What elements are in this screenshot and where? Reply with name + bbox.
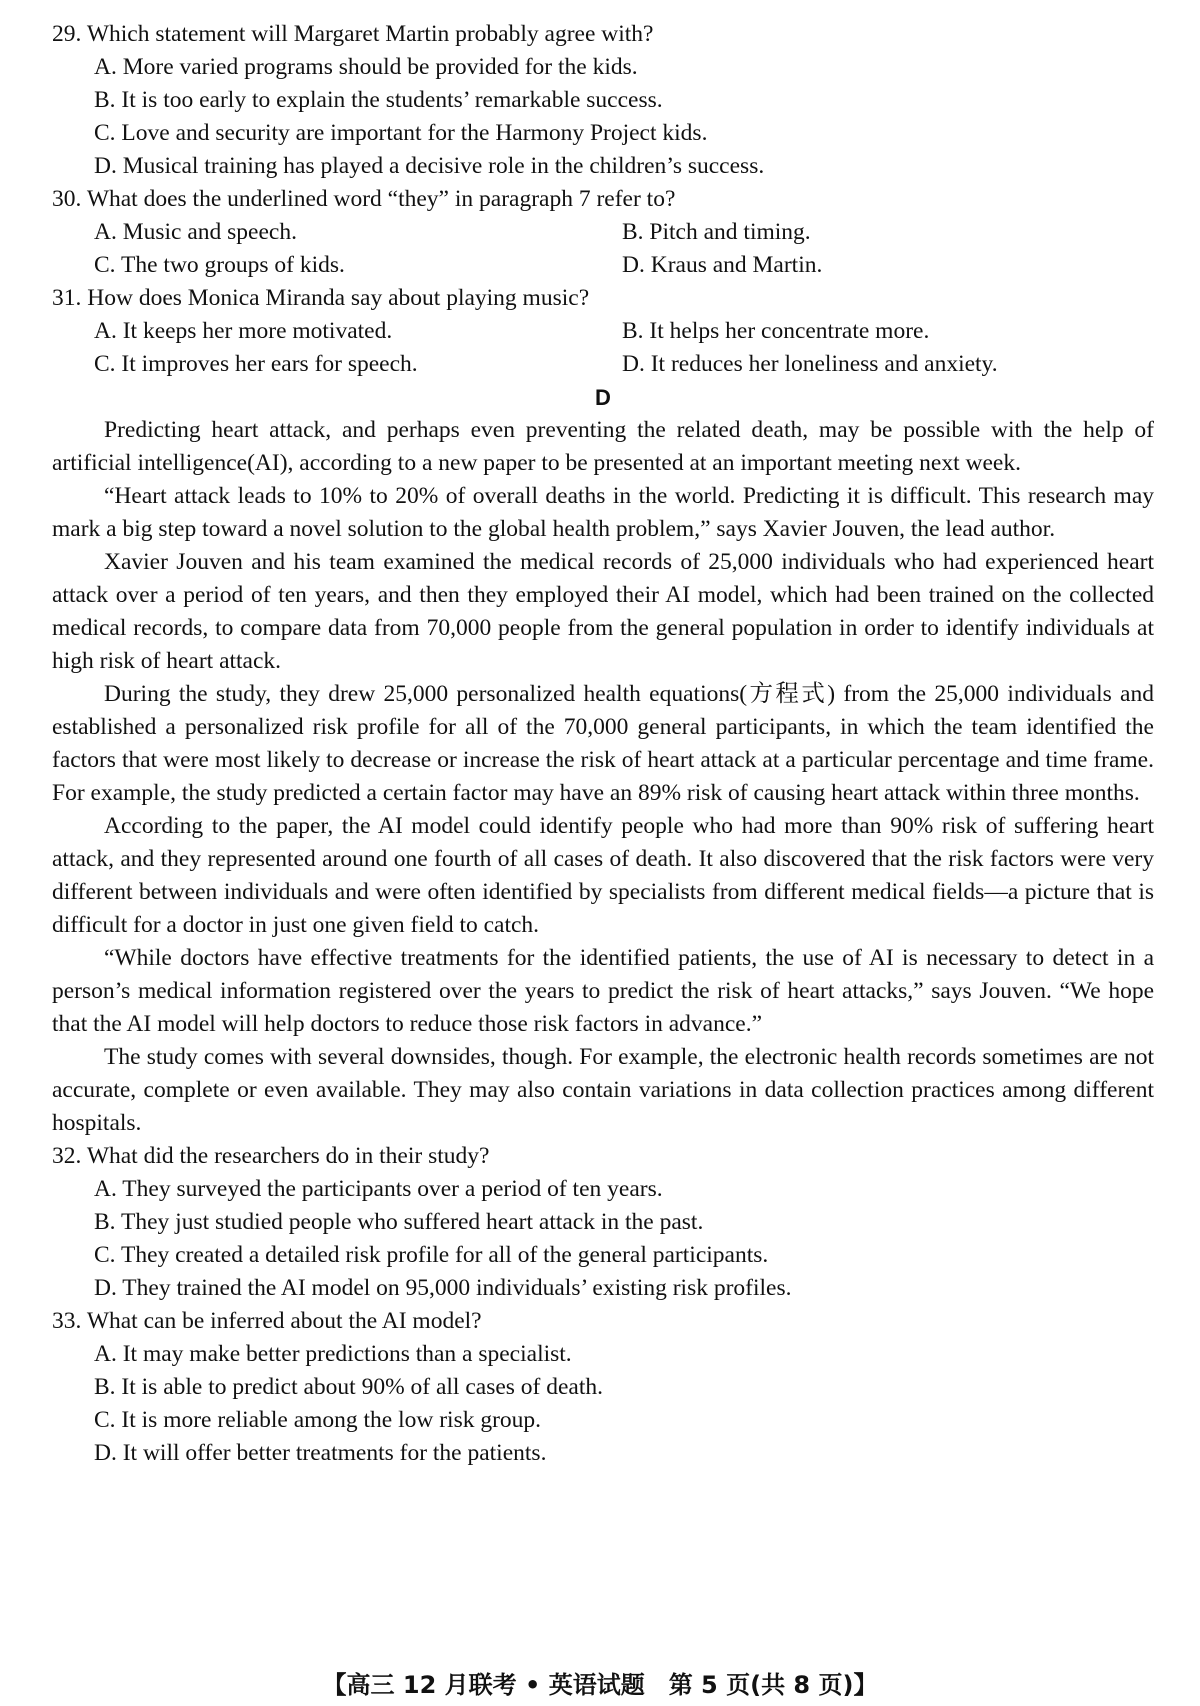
question-30-option-b: B. Pitch and timing.	[622, 219, 811, 245]
section-title: D	[595, 385, 611, 410]
question-30-option-a: A. Music and speech.	[94, 219, 297, 245]
question-31-options-row-2	[52, 348, 1154, 381]
question-32-stem: 32. What did the researchers do in their study?	[52, 1143, 490, 1169]
question-30-option-c: C. The two groups of kids.	[94, 252, 345, 278]
passage-paragraph: During the study, they drew 25,000 personalized health equations(方程式) from the 25,000 individuals and established a personalized risk profile for all of the 70,000 general participants, in which the team identified the factors that were most likely to decrease or increase the risk of heart attack at a particular percentage and time frame. For example, the study predicted a certain factor may have an 89% risk of causing heart attack within three months.	[52, 681, 1154, 806]
question-33-option-a: A. It may make better predictions than a specialist.	[94, 1341, 572, 1367]
passage-paragraph: The study comes with several downsides, though. For example, the electronic health records sometimes are not accurate, complete or even available. They may also contain variations in data collection practices among different hospitals.	[52, 1044, 1154, 1136]
passage-paragraph: According to the paper, the AI model could identify people who had more than 90% risk of suffering heart attack, and they represented around one fourth of all cases of death. It also discovered that the risk factors were very different between individuals and were often identified by specialists from different medical fields—a picture that is difficult for a doctor in just one given field to catch.	[52, 813, 1154, 938]
exam-page	[52, 18, 1154, 1470]
question-30-options-row-2	[52, 249, 1154, 282]
question-31-stem: 31. How does Monica Miranda say about playing music?	[52, 285, 590, 311]
question-31-option-b: B. It helps her concentrate more.	[622, 318, 930, 344]
question-31-option-d: D. It reduces her loneliness and anxiety.	[622, 351, 998, 377]
question-29-option-a: A. More varied programs should be provided for the kids.	[94, 54, 638, 80]
page-footer: 【高三 12 月联考 • 英语试题 第 5 页(共 8 页)】	[322, 1671, 878, 1699]
question-29-option-c: C. Love and security are important for the Harmony Project kids.	[94, 120, 708, 146]
passage-paragraph: Xavier Jouven and his team examined the medical records of 25,000 individuals who had experienced heart attack over a period of ten years, and then they employed their AI model, which had been trained on the collected medical records, to compare data from 70,000 people from the general population in order to identify individuals at high risk of heart attack.	[52, 549, 1154, 674]
passage-paragraph: “Heart attack leads to 10% to 20% of overall deaths in the world. Predicting it is difficult. This research may mark a big step toward a novel solution to the global health problem,” says Xavier Jouven, the lead author.	[52, 483, 1154, 542]
question-32-option-c: C. They created a detailed risk profile for all of the general participants.	[94, 1242, 769, 1268]
question-31-option-a: A. It keeps her more motivated.	[94, 318, 393, 344]
passage-paragraph: “While doctors have effective treatments for the identified patients, the use of AI is necessary to detect in a person’s medical information registered over the years to predict the risk of heart attacks,” says Jouven. “We hope that the AI model will help doctors to reduce those risk factors in advance.”	[52, 945, 1154, 1037]
question-33-stem: 33. What can be inferred about the AI model?	[52, 1308, 482, 1334]
passage-paragraph: Predicting heart attack, and perhaps even preventing the related death, may be possible with the help of artificial intelligence(AI), according to a new paper to be presented at an important meeting next week.	[52, 417, 1154, 476]
question-33-option-c: C. It is more reliable among the low risk group.	[94, 1407, 542, 1433]
question-30-stem: 30. What does the underlined word “they” in paragraph 7 refer to?	[52, 186, 676, 212]
question-30-options-row-1	[52, 216, 1154, 249]
question-31-options-row-1	[52, 315, 1154, 348]
question-32-option-d: D. They trained the AI model on 95,000 individuals’ existing risk profiles.	[94, 1275, 792, 1301]
question-29-option-d: D. Musical training has played a decisive role in the children’s success.	[94, 153, 765, 179]
question-32-option-b: B. They just studied people who suffered heart attack in the past.	[94, 1209, 704, 1235]
question-33-option-b: B. It is able to predict about 90% of all cases of death.	[94, 1374, 604, 1400]
question-30-option-d: D. Kraus and Martin.	[622, 252, 823, 278]
question-29-stem: 29. Which statement will Margaret Martin probably agree with?	[52, 21, 654, 47]
question-31-option-c: C. It improves her ears for speech.	[94, 351, 418, 377]
question-33-option-d: D. It will offer better treatments for the patients.	[94, 1440, 547, 1466]
question-32-option-a: A. They surveyed the participants over a period of ten years.	[94, 1176, 663, 1202]
question-29-option-b: B. It is too early to explain the students’ remarkable success.	[94, 87, 663, 113]
